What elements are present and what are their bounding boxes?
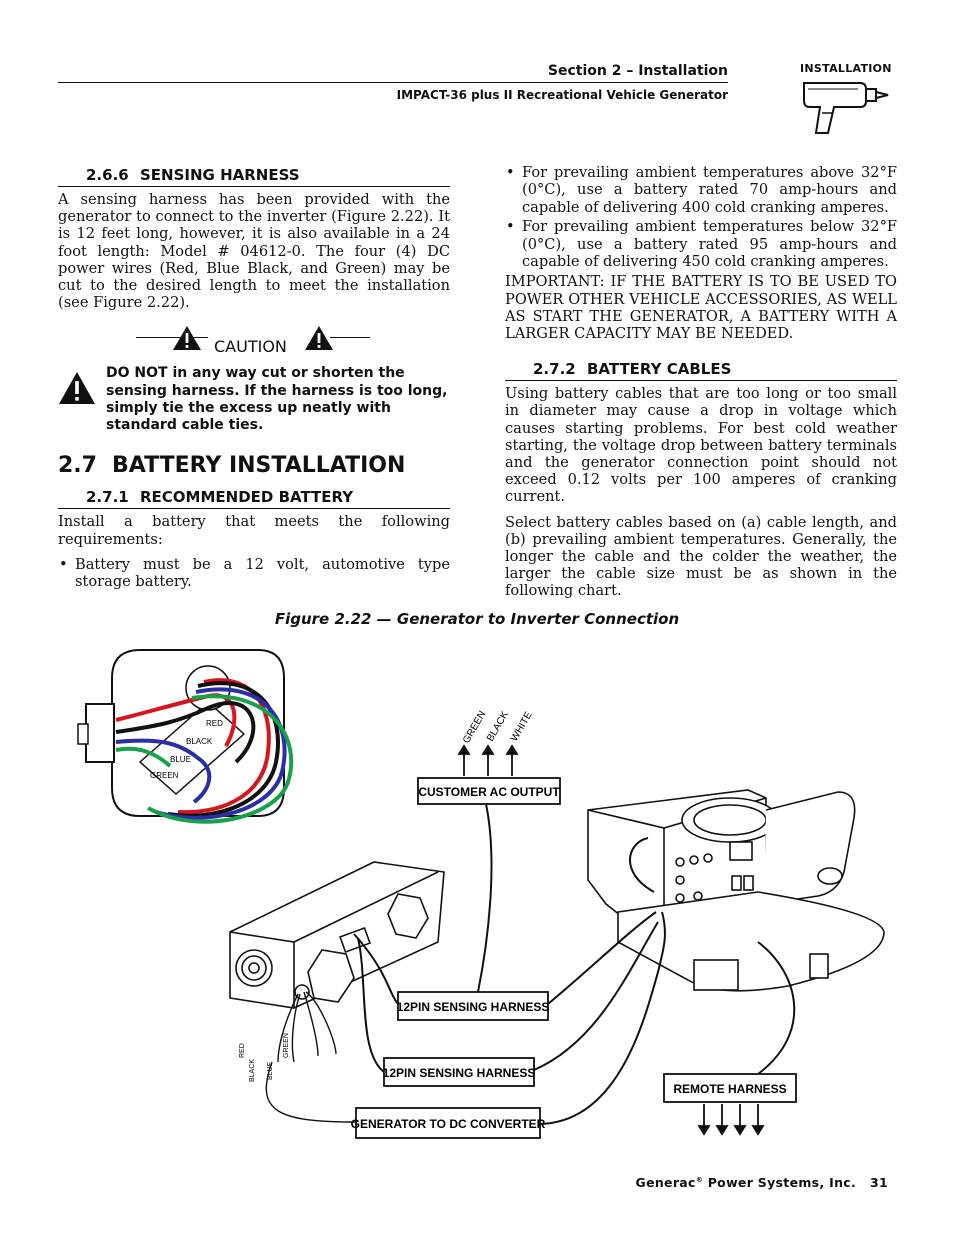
footer-company-rest: Power Systems, Inc. xyxy=(703,1175,857,1190)
output-label-green: GREEN xyxy=(461,709,489,746)
wire-label-green: GREEN xyxy=(150,771,179,780)
recommended-battery-intro: Install a battery that meets the following requirements: xyxy=(58,513,450,548)
caution-block xyxy=(58,325,450,435)
footer-company: Generac xyxy=(635,1175,696,1190)
wire-label-red: RED xyxy=(206,719,223,728)
warning-icon xyxy=(172,325,202,351)
wire-label-blue: BLUE xyxy=(170,755,191,764)
inverter-label-black: BLACK xyxy=(249,1059,256,1082)
inverter-unit xyxy=(230,862,444,1008)
box-customer-ac-output xyxy=(418,778,560,804)
header-rule xyxy=(58,82,728,83)
important-note: IMPORTANT: IF THE BATTERY IS TO BE USED TO POWER OTHER VEHICLE ACCESSORIES, AS WELL AS START THE GENERATOR, A BATTERY WITH A LARGER CAPACITY MAY BE NEEDED. xyxy=(505,273,897,343)
warning-icon xyxy=(58,371,96,405)
inverter-label-blue: BLUE xyxy=(267,1061,274,1080)
svg-text:REMOTE HARNESS: REMOTE HARNESS xyxy=(673,1082,787,1096)
heading-2-7-2: 2.7.2 BATTERY CABLES xyxy=(505,360,897,381)
list-item: • For prevailing ambient temperatures below 32°F (0°C), use a battery rated 95 amp-hours and capable of delivering 450 cold cranking amperes. xyxy=(506,218,897,271)
svg-text:CUSTOMER AC OUTPUT: CUSTOMER AC OUTPUT xyxy=(418,785,560,799)
svg-text:GENERATOR TO DC CONVERTER: GENERATOR TO DC CONVERTER xyxy=(350,1117,546,1131)
header-section: Section 2 – Installation xyxy=(547,63,728,79)
box-sensing-harness-1 xyxy=(397,992,550,1020)
svg-text:12PIN SENSING HARNESS: 12PIN SENSING HARNESS xyxy=(396,1000,550,1014)
footer-reg-mark: ® xyxy=(695,1175,704,1184)
drill-icon xyxy=(800,75,890,137)
heading-2-6-6: 2.6.6 SENSING HARNESS xyxy=(58,166,450,187)
wire-label-black: BLACK xyxy=(186,737,213,746)
list-item: • Battery must be a 12 volt, automotive type storage battery. xyxy=(59,555,450,591)
installation-badge xyxy=(800,62,900,141)
output-wires xyxy=(459,746,517,776)
output-label-black: BLACK xyxy=(485,709,511,744)
battery-cables-paragraph-2: Select battery cables based on (a) cable length, and (b) prevailing ambient temperatures. Generally, the longer the cable and the colder the weather, the larger the cable size must be as shown in the following chart. xyxy=(505,513,897,600)
heading-2-7: 2.7 BATTERY INSTALLATION xyxy=(58,453,406,479)
recommended-battery-list xyxy=(58,556,450,591)
caution-rule-right xyxy=(330,337,370,338)
inverter-label-green: GREEN xyxy=(283,1033,290,1058)
svg-text:12PIN SENSING HARNESS: 12PIN SENSING HARNESS xyxy=(382,1066,536,1080)
inverter-dc-wires xyxy=(266,992,356,1122)
heading-2-7-1: 2.7.1 RECOMMENDED BATTERY xyxy=(58,488,450,509)
remote-harness-arrows xyxy=(699,1104,763,1134)
header-product: IMPACT-36 plus II Recreational Vehicle Generator xyxy=(396,88,728,102)
box-sensing-harness-2 xyxy=(383,1058,536,1086)
box-remote-harness xyxy=(664,1074,796,1102)
battery-cables-paragraph-1: Using battery cables that are too long or too small in diameter may cause a drop in voltage which causes starting problems. For best cold weather starting, the voltage drop between battery terminals and the generator connection point should not exceed 0.12 volts per 100 amperes of cranking current. xyxy=(505,385,897,506)
sensing-harness-paragraph: A sensing harness has been provided with the generator to connect to the inverter (Figure 2.22). It is 12 feet long, however, it is also available in a 24 foot length: Model # 04612-0. The four (4) DC power wires (Red, Blue Black, and Green) may be cut to the desired length to meet the installation (see Figure 2.22). xyxy=(58,191,450,312)
output-label-white: WHITE xyxy=(509,710,535,744)
wiring-diagram xyxy=(58,642,898,1142)
page-footer xyxy=(636,1175,888,1190)
page-number: 31 xyxy=(870,1175,888,1190)
battery-rating-list xyxy=(505,164,897,270)
caution-title: CAUTION xyxy=(214,337,287,357)
list-item: • For prevailing ambient temperatures above 32°F (0°C), use a battery rated 70 amp-hours and capable of delivering 400 cold cranking amperes. xyxy=(506,164,897,216)
inverter-label-red: RED xyxy=(239,1043,246,1058)
installation-badge-label: INSTALLATION xyxy=(800,62,892,75)
generator-unit xyxy=(588,790,884,991)
caution-text: DO NOT in any way cut or shorten the sensing harness. If the harness is too long, simply tie the excess up neatly with standard cable ties. xyxy=(106,365,448,434)
warning-icon xyxy=(304,325,334,351)
box-generator-to-dc-converter xyxy=(351,1108,546,1138)
figure-caption: Figure 2.22 — Generator to Inverter Connection xyxy=(274,610,680,628)
